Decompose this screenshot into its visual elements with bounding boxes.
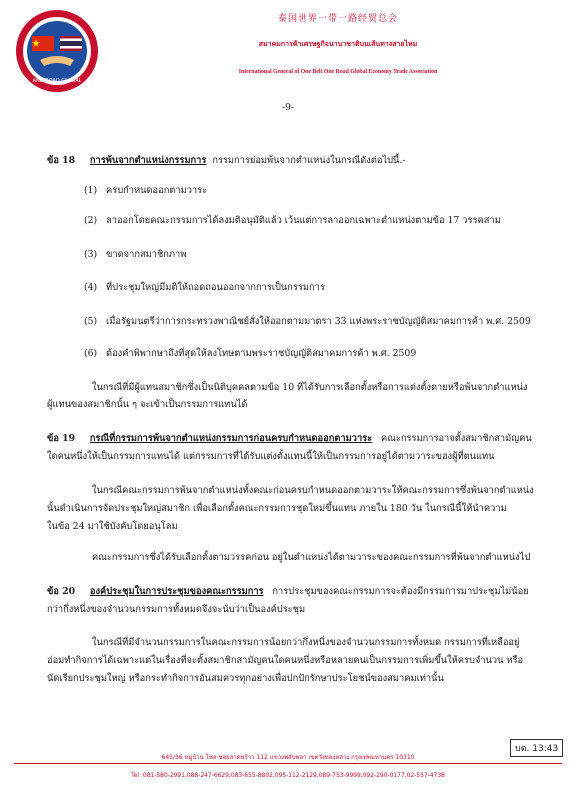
- logo-ring-text: AND ROAD GLOBAL: [32, 78, 82, 84]
- paragraph-line: อ่อมทำกิจการได้เฉพาะแต่ในเรื่องที่จะตั้งสมาชิกสามัญคนใดคนหนึ่งหรือหลายคนเป็นกรรมการเพิ่มขึ้นให้ครบจำนวน หรือ: [47, 655, 524, 666]
- paragraph-line: นั้นดำเนินการจัดประชุมใหญ่สมาชิก เพื่อเลือกตั้งคณะกรรมการชุดใหม่ขึ้นแทน ภายใน 180 วัน ในกรณีนี้ให้นำความ: [47, 503, 507, 514]
- clause-title: องค์ประชุมในการประชุมของคณะกรรมการ: [89, 586, 264, 597]
- footer-address: 645/36 หมู่บ้าน โซล ซอยลาดพร้าว 112 แขวงพลับพลา เขตวังทองหลาง กรุงเทพมหานคร 10310: [161, 754, 415, 761]
- list-item: (4) ที่ประชุมใหญ่มีมติให้ถอดถอนออกจากการเป็นกรรมการ: [84, 282, 325, 293]
- clause-number: ข้อ 18: [47, 155, 76, 166]
- list-item: (1) ครบกำหนดออกตามวาระ: [84, 185, 208, 196]
- clause-lead: กรรมการย่อมพ้นจากตำแหน่งในกรณีดังต่อไปนี้.-: [212, 155, 406, 166]
- clause-number: ข้อ 19: [47, 433, 76, 444]
- paragraph-line: ในกรณีคณะกรรมการพ้นจากตำแหน่งทั้งคณะก่อนครบกำหนดออกตามวาระให้คณะกรรมการซึ่งพ้นจากตำแหน่ง: [92, 485, 534, 496]
- clause-number: ข้อ 20: [47, 586, 76, 597]
- list-item: (6) ต้องคำพิพากษาถึงที่สุดให้ลงโทษตามพระราชบัญญัติสมาคมการค้า พ.ศ. 2509: [84, 348, 417, 359]
- header-chinese-title: 泰国世界一带一路经贸总会: [277, 14, 398, 24]
- header-english-title: International General of One Belt One Road Global Economy Trade Association: [238, 69, 438, 75]
- association-logo: [14, 8, 100, 94]
- clause-20-heading: ข้อ 20 องค์ประชุมในการประชุมของคณะกรรมการ การประชุมของคณะกรรมการจะต้องมีกรรมการมาประชุมไม่น้อย: [47, 586, 529, 597]
- paragraph-line: ผู้แทนของสมาชิกนั้น ๆ จะเข้าเป็นกรรมการแทนได้: [47, 399, 248, 410]
- paragraph-line: ในกรณีที่มีจำนวนกรรมการในคณะกรรมการน้อยกว่ากึ่งหนึ่งของจำนวนกรรมการทั้งหมด กรรมการที่เหลืออยู่: [92, 637, 520, 648]
- paragraph-line: คณะกรรมการซึ่งได้รับเลือกตั้งตามวรรคก่อน อยู่ในตำแหน่งได้ตามวาระของคณะกรรมการที่พ้นจากตำแหน่งไป: [92, 552, 531, 563]
- clause-19-heading: ข้อ 19 กรณีที่กรรมการพ้นจากตำแหน่งกรรมการก่อนครบกำหนดออกตามวาระ คณะกรรมการอาจตั้งสมาชิกสามัญคน: [47, 433, 532, 444]
- page-number: -9-: [282, 103, 294, 113]
- footer-telephone: Tel :081-580-2991,088-247-6629,083-655-8802,095-112-2129,089-753-9999,092-290-0177,02-557-4738: [131, 772, 445, 779]
- list-item: (2) ลาออกโดยคณะกรรมการได้ลงมติอนุมัติแล้ว เว้นแต่การลาออกเฉพาะตำแหน่งตามข้อ 17 วรรคสาม: [84, 215, 501, 226]
- paragraph-line: กว่ากึ่งหนึ่งของจำนวนกรรมการทั้งหมดจึงจะนับว่าเป็นองค์ประชุม: [47, 604, 306, 615]
- paragraph-line: ในกรณีที่มีผู้แทนสมาชิกซึ่งเป็นนิติบุคคลตามข้อ 10 ที่ได้รับการเลือกตั้งหรือการแต่งตั้งตายหรือพ้นจากตำแหน่ง: [92, 382, 528, 393]
- paragraph-line: ในข้อ 24 มาใช้บังคับโดยอนุโลม: [47, 521, 178, 532]
- list-item: (5) เมื่อรัฐมนตรีว่าการกระทรวงพาณิชย์สั่งให้ออกตามมาตรา 33 แห่งพระราชบัญญัติสมาคมการค้า พ.ศ. 2509: [84, 316, 531, 327]
- paragraph-line: ใดคนหนึ่งให้เป็นกรรมการแทนได้ แต่กรรมการที่ได้รับแต่งตั้งแทนนี้ให้เป็นกรรมการอยู่ได้ตามวาระของผู้ที่ตนแทน: [47, 451, 495, 462]
- list-item: (3) ขาดจากสมาชิกภาพ: [84, 249, 187, 260]
- stamp-box: บต. 13:43: [510, 739, 563, 757]
- clause-18-heading: [47, 155, 405, 167]
- clause-title: การพ้นจากตำแหน่งกรรมการ: [89, 155, 207, 166]
- clause-title: กรณีที่กรรมการพ้นจากตำแหน่งกรรมการก่อนครบกำหนดออกตามวาระ: [89, 433, 373, 444]
- paragraph-line: นัดเรียกประชุมใหญ่ หรือกระทำกิจการอันสมควรทุกอย่างเพื่อปกปักรักษาประโยชน์ของสมาคมเท่านั้น: [47, 673, 444, 684]
- footer-divider: [14, 763, 562, 764]
- header-thai-title: สมาคมการค้าเศรษฐกิจนานาชาติบนเส้นทางสายไหม: [258, 39, 418, 48]
